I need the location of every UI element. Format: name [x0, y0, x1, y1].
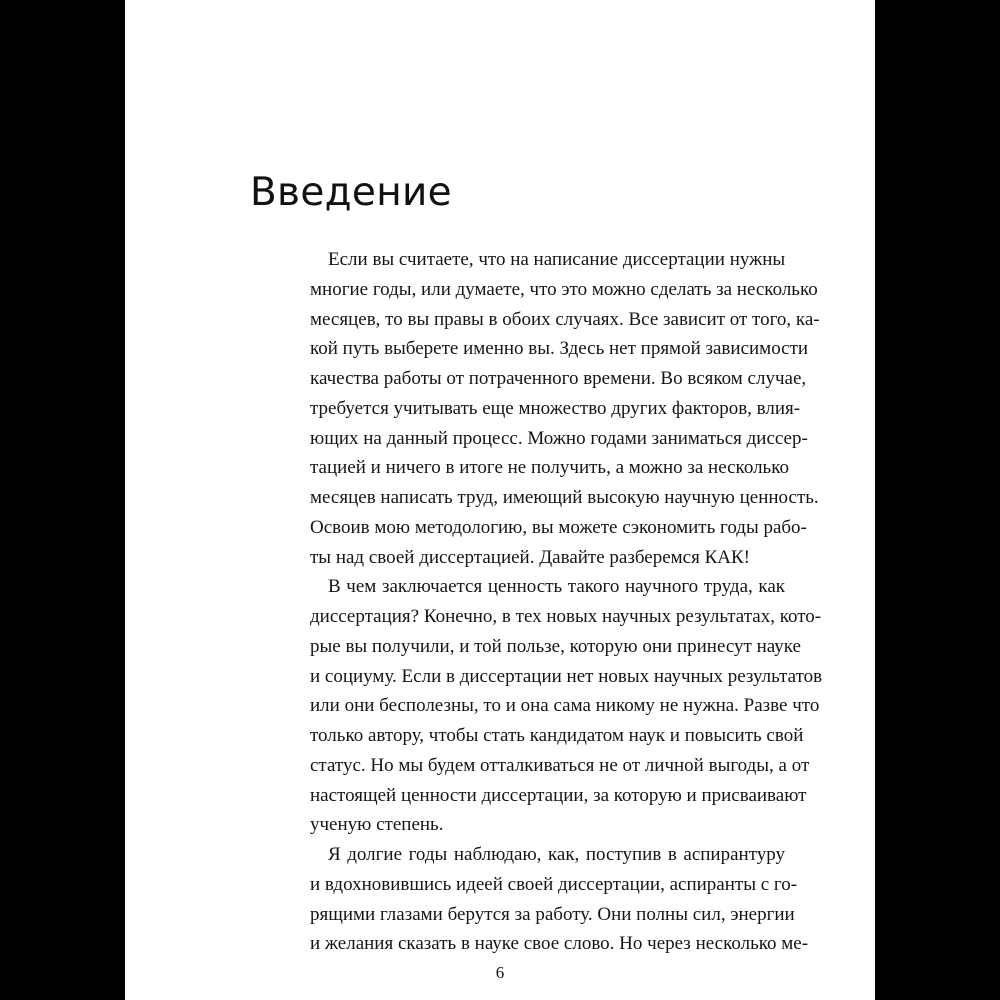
text-line: и желания сказать в науке свое слово. Но через несколько ме-	[310, 933, 809, 955]
text-line: Освоив мою методологию, вы можете сэкономить годы рабо-	[310, 516, 807, 538]
text-line: требуется учитывать еще множество других факторов, влия-	[310, 397, 801, 419]
text-line: статус. Но мы будем отталкиваться не от личной выгоды, а от	[310, 754, 810, 776]
text-line: рые вы получили, и той пользе, которую они принесут науке	[310, 635, 801, 657]
text-line: качества работы от потраченного времени. Во всяком случае,	[310, 368, 807, 389]
text-line: ющих на данный процесс. Можно годами заниматься диссер-	[310, 427, 808, 449]
text-line: ученую степень.	[310, 814, 444, 836]
text-line: кой путь выберете именно вы. Здесь нет прямой зависимости	[310, 338, 809, 360]
text-line: или они бесполезны, то и она сама никому не нужна. Разве что	[310, 695, 820, 717]
text-line: месяцев, то вы правы в обоих случаях. Все зависит от того, ка-	[310, 308, 820, 330]
text-line: тацией и ничего в итоге не получить, а можно за несколько	[310, 457, 789, 479]
text-line: рящими глазами берутся за работу. Они полны сил, энергии	[310, 903, 795, 925]
paragraph	[310, 840, 809, 959]
text-line: только автору, чтобы стать кандидатом наук и повысить свой	[310, 725, 804, 746]
text-line: настоящей ценности диссертации, за которую и присваивают	[310, 784, 807, 806]
text-line: месяцев написать труд, имеющий высокую научную ценность.	[310, 487, 819, 508]
text-line: диссертация? Конечно, в тех новых научных результатах, кото-	[310, 606, 822, 627]
paragraph	[310, 572, 823, 840]
chapter-title: Введение	[250, 170, 452, 215]
text-line: В чем заключается ценность такого научного труда, как	[328, 576, 785, 598]
paragraph	[310, 245, 820, 572]
body-text	[310, 245, 823, 959]
text-line: многие годы, или думаете, что это можно сделать за несколько	[310, 278, 818, 300]
text-line: Если вы считаете, что на написание диссертации нужны	[328, 249, 786, 270]
text-line: Я долгие годы наблюдаю, как, поступив в аспирантуру	[328, 844, 785, 865]
text-line: ты над своей диссертацией. Давайте разберемся КАК!	[310, 546, 750, 568]
book-page	[125, 0, 875, 1000]
text-line: и социуму. Если в диссертации нет новых научных результатов	[310, 665, 823, 687]
text-line: и вдохновившись идеей своей диссертации, аспиранты с го-	[310, 873, 798, 895]
page-number: 6	[495, 963, 505, 982]
